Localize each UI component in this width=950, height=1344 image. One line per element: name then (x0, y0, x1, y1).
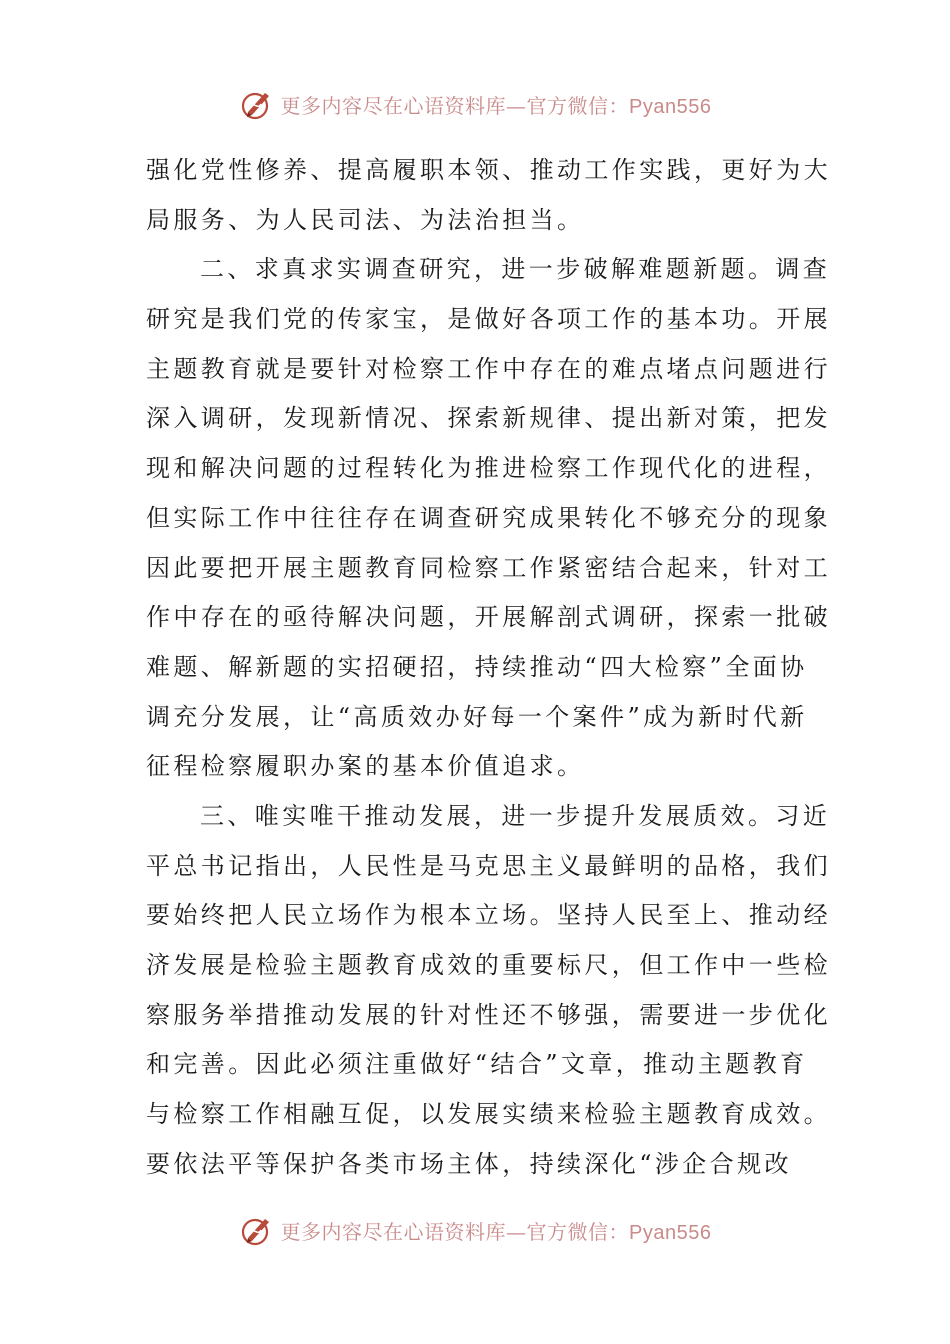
section-heading-line: 二、求真求实调查研究，进一步破解难题新题。调查 (200, 255, 831, 284)
pen-circle-logo-icon (239, 1212, 275, 1248)
pen-circle-logo-icon (239, 86, 275, 122)
banner-wechat-label: 官方微信： (526, 95, 630, 118)
banner-text (281, 1216, 712, 1245)
body-line: 作中存在的亟待解决问题，开展解剖式调研，探索一批破 (146, 603, 831, 632)
body-line: 和完善。因此必须注重做好“结合”文章，推动主题教育 (146, 1050, 808, 1079)
body-line: 与检察工作相融互促，以发展实绩来检验主题教育成效。 (146, 1100, 831, 1129)
body-line: 难题、解新题的实招硬招，持续推动“四大检察”全面协 (146, 652, 808, 681)
body-line: 要始终把人民立场作为根本立场。坚持人民至上、推动经 (146, 901, 831, 930)
document-body (146, 146, 831, 1189)
banner-site-text: 更多内容尽在心语资料库 (280, 1219, 507, 1244)
banner-wechat-id: Pyan556 (629, 1221, 712, 1244)
body-line: 要依法平等保护各类市场主体，持续深化“涉企合规改 (146, 1149, 792, 1178)
body-line: 因此要把开展主题教育同检察工作紧密结合起来，针对工 (146, 553, 831, 582)
banner-wechat-id: Pyan556 (629, 95, 712, 118)
section-heading-line: 三、唯实唯干推动发展，进一步提升发展质效。习近 (200, 801, 831, 830)
banner-text (281, 90, 712, 119)
body-line: 局服务、为人民司法、为法治担当。 (146, 205, 585, 234)
body-line: 察服务举措推动发展的针对性还不够强，需要进一步优化 (146, 1000, 831, 1029)
banner-dash: — (506, 93, 527, 118)
body-line: 征程检察履职办案的基本价值追求。 (146, 752, 585, 781)
body-line: 深入调研，发现新情况、探索新规律、提出新对策，把发 (146, 404, 831, 433)
body-line: 强化党性修养、提高履职本领、推动工作实践，更好为大 (146, 156, 831, 184)
banner-site-text: 更多内容尽在心语资料库 (280, 93, 507, 118)
banner-wechat-label: 官方微信： (526, 1221, 630, 1244)
body-line: 现和解决问题的过程转化为推进检察工作现代化的进程， (146, 454, 831, 483)
body-line: 研究是我们党的传家宝，是做好各项工作的基本功。开展 (146, 305, 831, 334)
body-line: 调充分发展，让“高质效办好每一个案件”成为新时代新 (146, 702, 808, 731)
body-line: 主题教育就是要针对检察工作中存在的难点堵点问题进行 (146, 354, 831, 383)
body-line: 济发展是检验主题教育成效的重要标尺，但工作中一些检 (146, 951, 831, 979)
header-banner (0, 82, 950, 126)
body-line: 但实际工作中往往存在调查研究成果转化不够充分的现象 (146, 503, 831, 532)
body-line: 平总书记指出，人民性是马克思主义最鲜明的品格，我们 (146, 851, 831, 880)
footer-banner (0, 1208, 950, 1252)
banner-dash: — (506, 1219, 527, 1244)
